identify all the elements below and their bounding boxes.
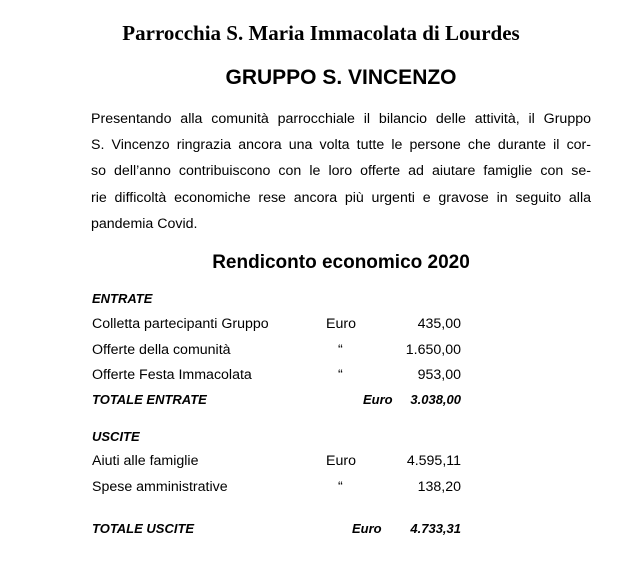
row-amount: 435,00 <box>417 316 461 332</box>
total-currency: Euro <box>363 392 393 407</box>
total-currency: Euro <box>352 521 382 536</box>
row-label: Offerte della comunità <box>92 342 231 358</box>
row-label: Colletta partecipanti Gruppo <box>92 316 269 332</box>
entrate-total <box>92 390 472 410</box>
intro-line: rie difficoltà economiche rese ancora più urgenti e gravose in seguito alla <box>91 189 591 206</box>
row-amount: 4.595,11 <box>406 453 461 469</box>
total-label: TOTALE USCITE <box>92 521 195 536</box>
row-label: Offerte Festa Immacolata <box>92 367 252 383</box>
parish-title: Parrocchia S. Maria Immacolata di Lourdes <box>122 21 520 45</box>
total-amount: 3.038,00 <box>410 392 461 407</box>
group-title: GRUPPO S. VINCENZO <box>225 66 457 89</box>
row-amount: 1.650,00 <box>405 342 461 358</box>
intro-line: pandemia Covid. <box>91 215 198 232</box>
entrate-row <box>92 314 472 334</box>
uscite-total <box>92 519 472 539</box>
row-label: Aiuti alle famiglie <box>92 453 199 469</box>
intro-line: Presentando alla comunità parrocchiale il bilancio delle attività, il Gruppo <box>91 111 591 127</box>
uscite-row <box>92 477 472 497</box>
report-title: Rendiconto economico 2020 <box>212 252 470 273</box>
row-currency: “ <box>338 367 343 383</box>
row-currency: “ <box>338 479 343 495</box>
intro-line: S. Vincenzo ringrazia ancora una volta tutte le persone che durante il cor- <box>91 137 591 154</box>
uscite-heading: USCITE <box>92 429 140 444</box>
total-label: TOTALE ENTRATE <box>92 392 207 407</box>
intro-line: so dell’anno contribuiscono con le loro offerte ad aiutare famiglie con se- <box>91 163 591 180</box>
row-currency: Euro <box>326 453 356 469</box>
entrate-heading: ENTRATE <box>92 291 153 306</box>
entrate-row <box>92 340 472 360</box>
row-label: Spese amministrative <box>92 479 228 495</box>
row-amount: 138,20 <box>417 479 461 495</box>
intro-paragraph <box>91 106 591 237</box>
entrate-row <box>92 365 472 385</box>
row-currency: Euro <box>326 316 356 332</box>
row-amount: 953,00 <box>417 367 461 383</box>
row-currency: “ <box>338 342 343 358</box>
total-amount: 4.733,31 <box>410 521 461 536</box>
uscite-row <box>92 451 472 471</box>
